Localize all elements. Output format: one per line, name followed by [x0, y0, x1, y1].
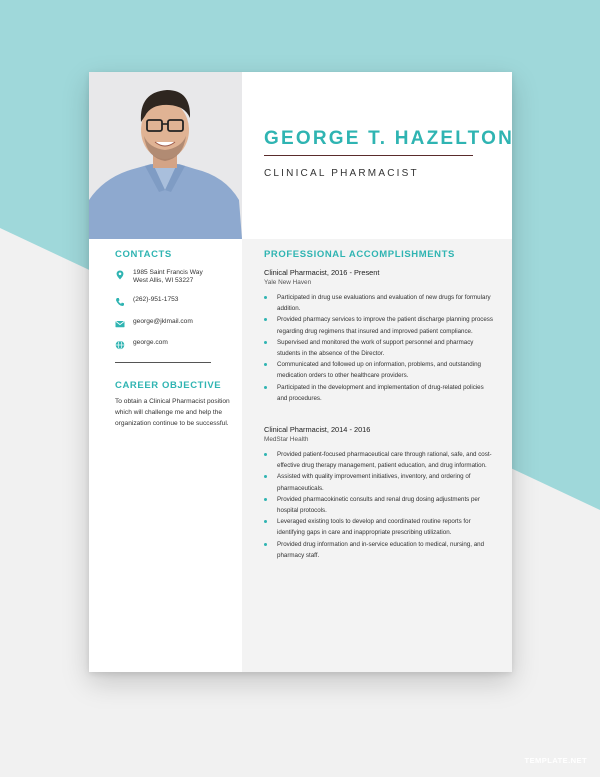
- left-column: [89, 239, 242, 672]
- bullet-dot-icon: [264, 341, 267, 344]
- bullet-dot-icon: [264, 318, 267, 321]
- job-bullet-text: Participated in the development and implementation of drug-related policies and procedures.: [277, 383, 484, 402]
- email-address[interactable]: george@jklmail.com: [133, 318, 193, 325]
- job-bullet-text: Provided drug information and in-service education to medical, nursing, and pharmacy staff.: [277, 540, 485, 559]
- job-bullet: [264, 539, 494, 561]
- resume-header: [242, 72, 515, 239]
- job-bullet-text: Provided patient-focused pharmaceutical care through rational, safe, and cost-effective drug therapy management, patient education, and drug information.: [277, 451, 492, 470]
- bullet-dot-icon: [264, 453, 267, 456]
- job-bullet-text: Assisted with quality improvement initiatives, inventory, and ordering of pharmaceuticals.: [277, 473, 471, 492]
- job-bullet-text: Supervised and monitored the work of support personnel and pharmacy students in the absence of the Director.: [277, 338, 474, 358]
- bullet-dot-icon: [264, 386, 267, 389]
- job-entry-organization: MedStar Health: [264, 436, 309, 443]
- candidate-name: GEORGE T. HAZELTON: [264, 128, 515, 149]
- job-bullet: [264, 494, 494, 516]
- template-watermark: TEMPLATE.NET: [524, 756, 587, 765]
- career-objective-text: To obtain a Clinical Pharmacist position which will challenge me and help the organization continue to be successful.: [115, 398, 230, 427]
- job-bullet: [264, 359, 494, 381]
- job-bullet-text: Communicated and followed up on information, problems, and outstanding medication orders to other healthcare providers.: [277, 361, 481, 380]
- name-divider: [264, 155, 473, 156]
- bullet-dot-icon: [264, 543, 267, 546]
- career-objective-heading: CAREER OBJECTIVE: [115, 380, 222, 391]
- job-bullet-text: Leveraged existing tools to develop and coordinated routine reports for identifying gaps in care and inappropriate prescribing utilization.: [277, 518, 471, 537]
- job-entry-organization: Yale New Haven: [264, 279, 312, 286]
- phone-number[interactable]: (262)-951-1753: [133, 296, 179, 303]
- bullet-dot-icon: [264, 363, 267, 366]
- job-entry-title: Clinical Pharmacist, 2016 - Present: [264, 268, 380, 277]
- envelope-icon: [115, 319, 125, 329]
- job-bullet: [264, 314, 494, 336]
- job-entry: [264, 425, 494, 561]
- bullet-dot-icon: [264, 475, 267, 478]
- job-title: CLINICAL PHARMACIST: [264, 168, 419, 179]
- job-bullet: [264, 337, 494, 359]
- job-bullet-list: [264, 292, 494, 404]
- job-bullet: [264, 471, 494, 493]
- phone-icon: [115, 297, 125, 307]
- website-url[interactable]: george.com: [133, 339, 168, 346]
- job-entry: [264, 268, 494, 404]
- contacts-heading: CONTACTS: [115, 249, 172, 260]
- contact-phone: [115, 296, 178, 307]
- bullet-dot-icon: [264, 498, 267, 501]
- job-bullet-text: Participated in drug use evaluations and evaluation of new drugs for formulary addition.: [277, 294, 491, 313]
- address-line-1: 1985 Saint Francis Way: [133, 269, 203, 276]
- resume-sheet: [89, 72, 515, 672]
- job-bullet-text: Provided pharmacokinetic consults and renal drug dosing adjustments per hospital protocols.: [277, 495, 480, 515]
- location-pin-icon: [115, 270, 125, 280]
- job-bullet: [264, 516, 494, 538]
- right-column: [242, 239, 512, 672]
- contacts-divider: [115, 362, 211, 363]
- contact-email: [115, 318, 193, 329]
- address-line-2: West Allis, WI 53227: [133, 277, 194, 284]
- accomplishments-heading: PROFESSIONAL ACCOMPLISHMENTS: [264, 249, 455, 260]
- job-bullet-list: [264, 449, 494, 561]
- job-bullet-text: Provided pharmacy services to improve the patient discharge planning process regarding drug regimens that insured and improved patient compliance.: [277, 316, 493, 335]
- job-bullet: [264, 449, 494, 471]
- bullet-dot-icon: [264, 520, 267, 523]
- job-entry-title: Clinical Pharmacist, 2014 - 2016: [264, 425, 371, 434]
- contact-address: [115, 269, 203, 285]
- bullet-dot-icon: [264, 296, 267, 299]
- job-bullet: [264, 382, 494, 404]
- contact-website: [115, 339, 168, 350]
- profile-photo: [89, 72, 242, 239]
- globe-icon: [115, 340, 125, 350]
- job-bullet: [264, 292, 494, 314]
